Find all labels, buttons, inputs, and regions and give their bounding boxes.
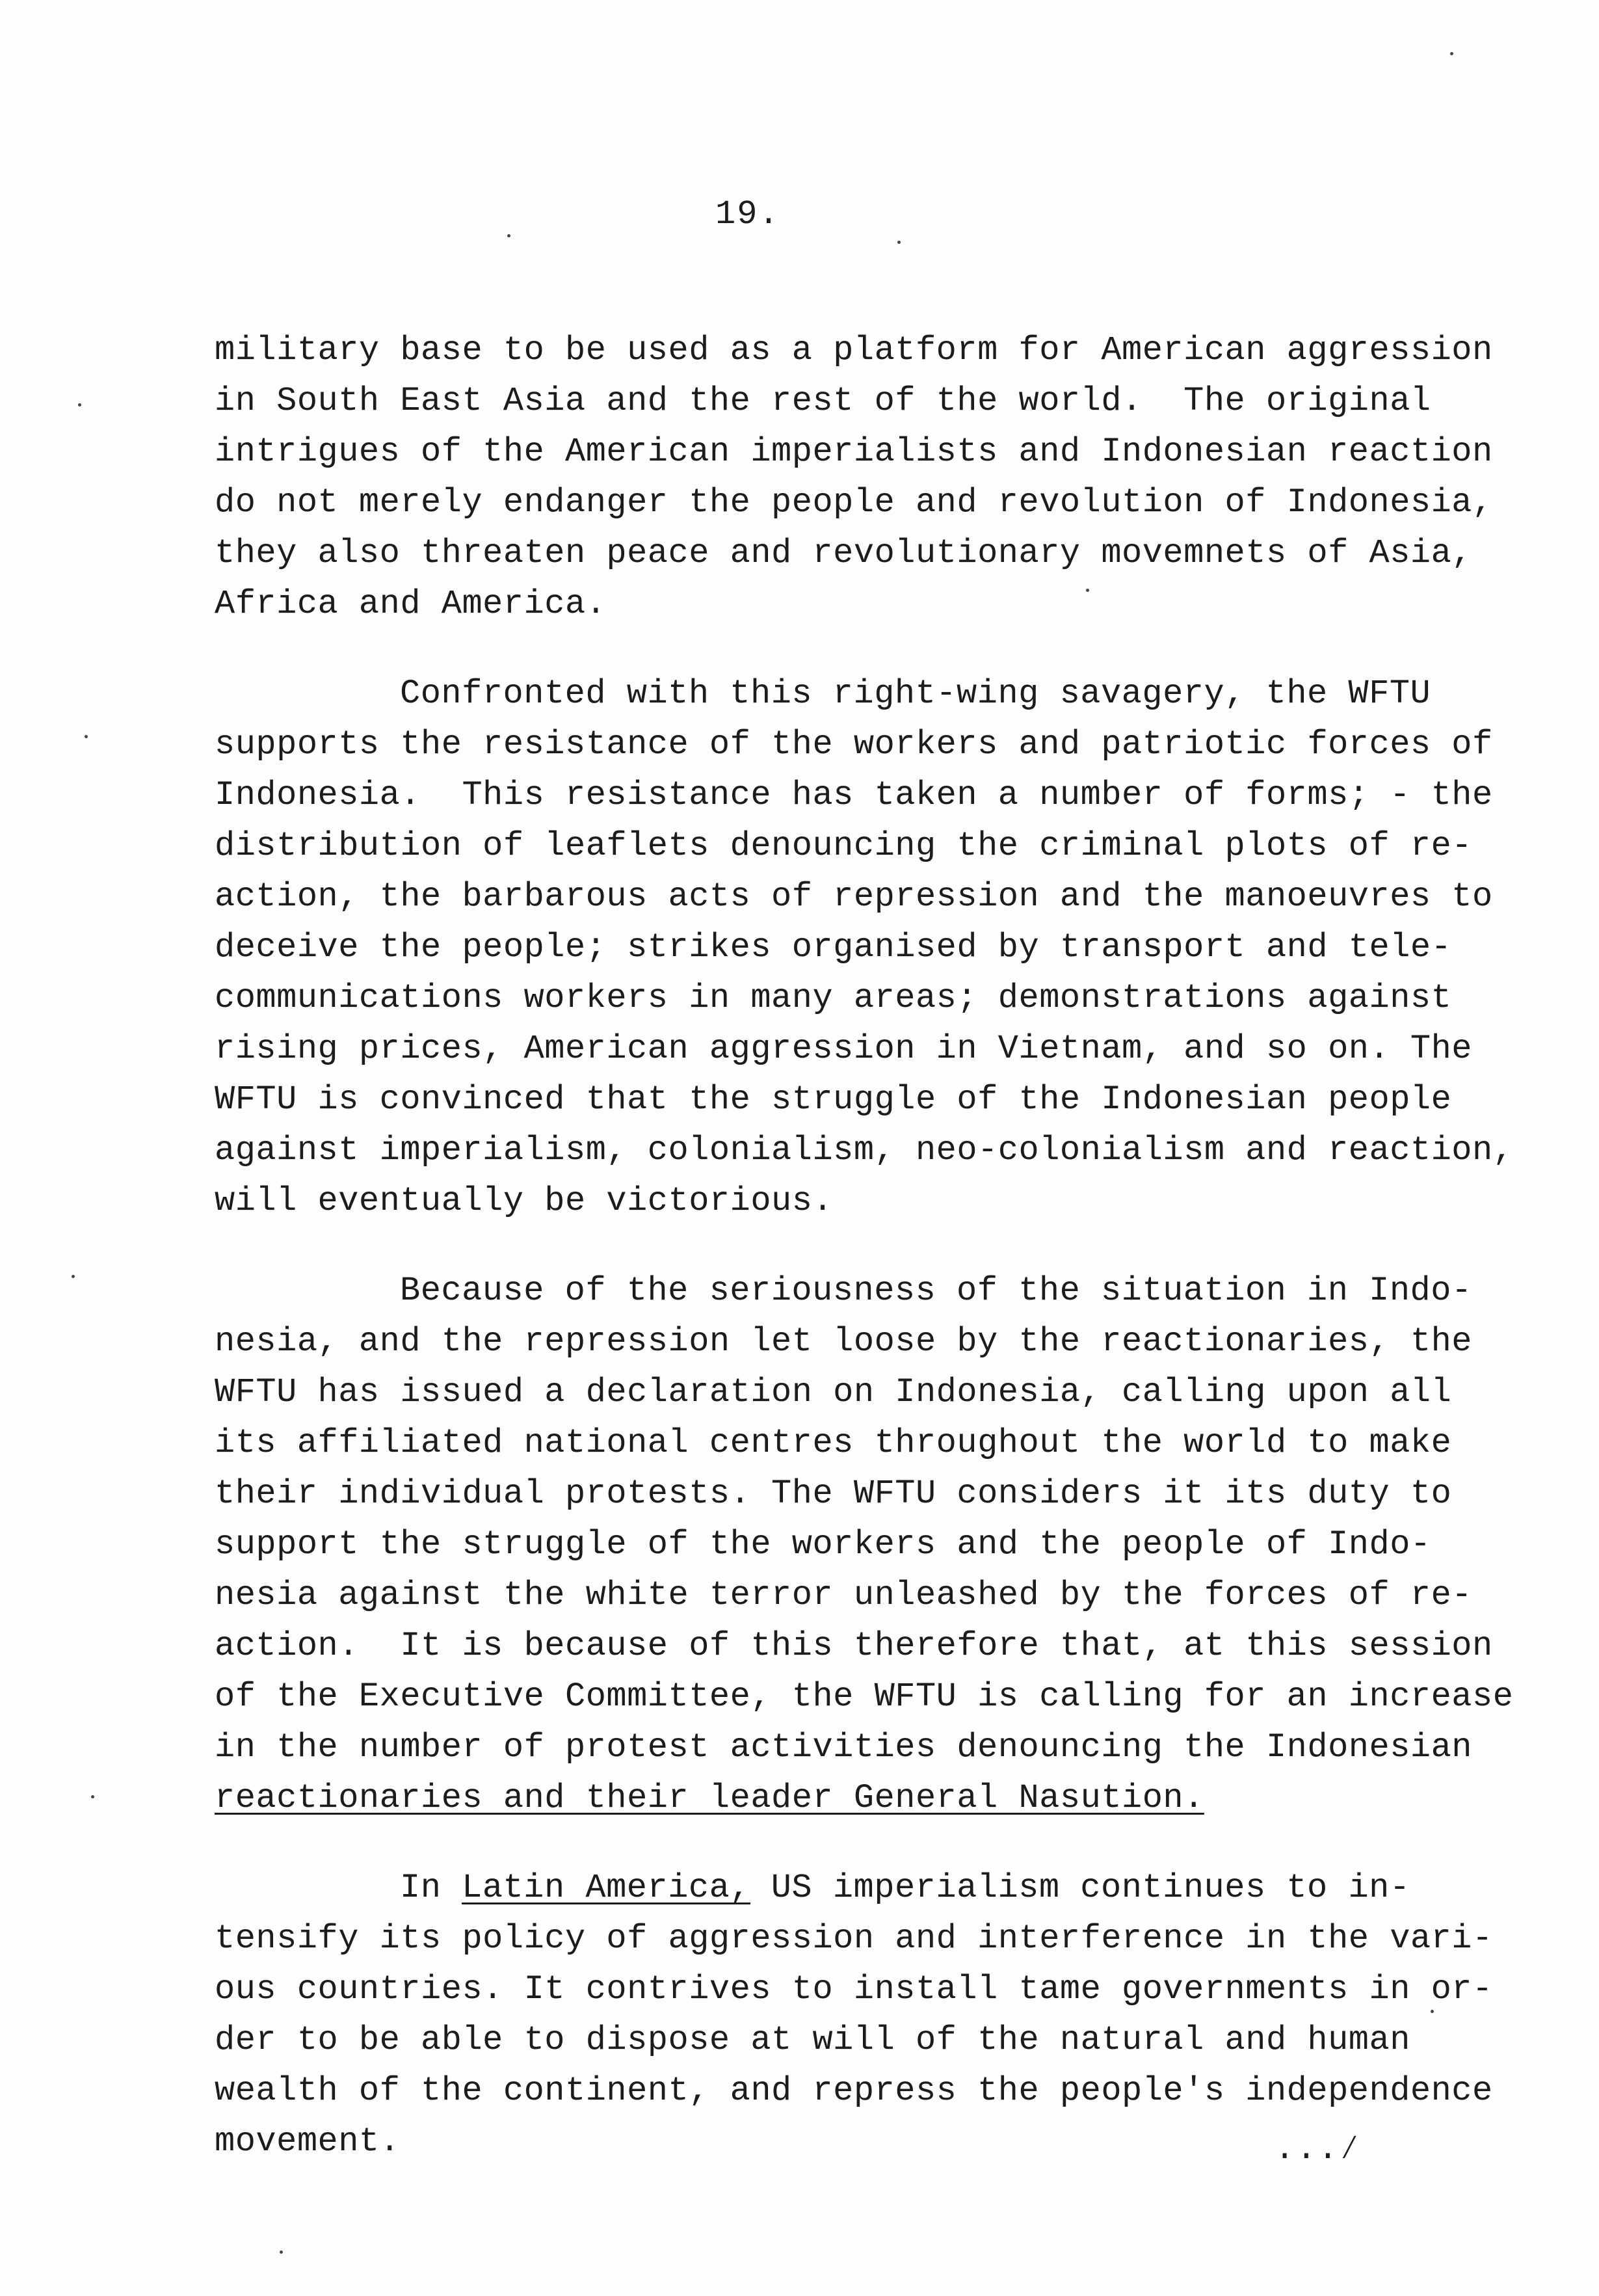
paragraph-line: der to be able to dispose at will of the natural and human [215,2021,1410,2059]
paragraph-line: movement. [215,2122,401,2161]
paragraph-line: do not merely endanger the people and revolution of Indonesia, [215,483,1493,522]
scan-speck [91,1795,94,1798]
body-text [215,325,1515,2206]
region-heading: Latin America, [462,1869,751,1907]
paragraph-line: Indonesia. This resistance has taken a number of forms; - the [215,776,1493,814]
paragraph-line: military base to be used as a platform for American aggression [215,331,1493,369]
paragraph-line: tensify its policy of aggression and interference in the vari- [215,1919,1493,1958]
paragraph-line [215,1863,1515,1914]
paragraph-line: against imperialism, colonialism, neo-colonialism and reaction, [215,1131,1514,1169]
paragraph-1 [215,325,1515,630]
paragraph-line-underlined: reactionaries and their leader General Nasution. [215,1779,1204,1817]
paragraph-line: Confronted with this right-wing savagery, the WFTU [400,674,1431,713]
paragraph-line: supports the resistance of the workers and patriotic forces of [215,725,1493,764]
paragraph-line: support the struggle of the workers and the people of Indo- [215,1525,1431,1564]
paragraph-line: intrigues of the American imperialists and Indonesian reaction [215,433,1493,471]
paragraph-line: Africa and America. [215,585,607,623]
continuation-mark: ...⁄ [1275,2130,1361,2169]
paragraph-line: ous countries. It contrives to install tame governments in or- [215,1970,1493,2009]
scan-speck [1431,2010,1434,2013]
paragraph-line: in the number of protest activities denouncing the Indonesian [215,1728,1473,1767]
intro-word: In [400,1869,442,1907]
paragraph-line: action, the barbarous acts of repression and the manoeuvres to [215,877,1493,916]
scan-speck [897,241,901,244]
scan-speck [507,234,510,237]
paragraph-line: action. It is because of this therefore that, at this session [215,1627,1493,1665]
scan-speck [72,1275,75,1278]
paragraph-line: nesia against the white terror unleashed by the forces of re- [215,1576,1473,1614]
scan-speck [280,2250,283,2254]
paragraph-line: Because of the seriousness of the situation in Indo- [400,1272,1472,1310]
scan-speck [1086,589,1089,592]
paragraph-line: its affiliated national centres throughout the world to make [215,1424,1452,1462]
paragraph-line: rising prices, American aggression in Vietnam, and so on. The [215,1030,1473,1068]
paragraph-line: distribution of leaflets denouncing the criminal plots of re- [215,827,1473,865]
paragraph-line: in South East Asia and the rest of the world. The original [215,382,1431,420]
paragraph-line: their individual protests. The WFTU considers it its duty to [215,1475,1452,1513]
paragraph-line: they also threaten peace and revolutionary movemnets of Asia, [215,534,1473,572]
first-line-rest: US imperialism continues to in- [750,1869,1410,1907]
paragraph-line: WFTU has issued a declaration on Indonesia, calling upon all [215,1373,1452,1411]
paragraph-line: communications workers in many areas; demonstrations against [215,979,1452,1017]
paragraph-line: of the Executive Committee, the WFTU is calling for an increase [215,1677,1514,1716]
scan-speck [1450,52,1453,55]
paragraph-line: will eventually be victorious. [215,1182,834,1220]
paragraph-line: wealth of the continent, and repress the people's independence [215,2072,1493,2110]
scan-speck [78,403,81,407]
page-number: 19. [715,195,780,234]
paragraph-line: deceive the people; strikes organised by transport and tele- [215,928,1452,967]
paragraph-line: nesia, and the repression let loose by the reactionaries, the [215,1322,1473,1361]
paragraph-3 [215,1266,1515,1824]
scan-speck [85,735,88,738]
paragraph-2 [215,669,1515,1227]
paragraph-4 [215,1863,1515,2167]
paragraph-line: WFTU is convinced that the struggle of the Indonesian people [215,1080,1452,1119]
